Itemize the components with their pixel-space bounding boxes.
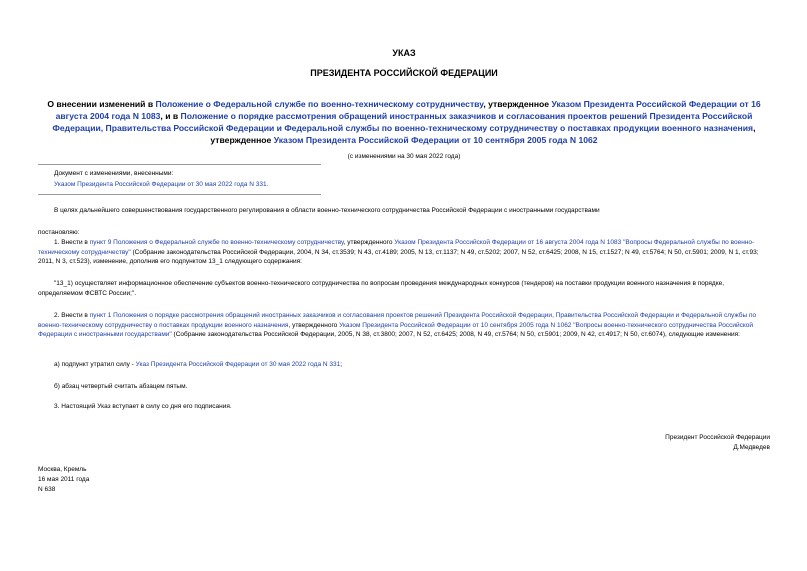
- document-type-heading: УКАЗ: [392, 48, 416, 58]
- title-text-4: , утвержденное: [210, 123, 756, 145]
- clause-2-text-c: (Собрание законодательства Российской Федерации, 2005, N 38, ст.3800; 2007, N 52, ст.6425; 2008, N 49, ст.5764; N 50, ст.5901; 2009, N 42, ст.4917; N 50, ст.6074), следующие изменения:: [171, 331, 740, 339]
- title-text-2: , утвержденное: [483, 99, 552, 109]
- title-text-1: О внесении изменений в: [47, 99, 156, 109]
- amendments-link-decree-331[interactable]: Указом Президента Российской Федерации от 30 мая 2022 года N 331.: [54, 181, 269, 188]
- title-link-procedure-regulation[interactable]: Положение о порядке рассмотрения обращений иностранных заказчиков и согласования проектов решений Президента Российской Федерации, Правительства Российской Федерации и Федеральной службы по военно-техническому сотрудничеству о поставках продукции военного назначения: [52, 111, 754, 133]
- preamble-paragraph: В целях дальнейшего совершенствования государственного регулирования в области военно-технического сотрудничества Российской Федерации с иностранными государствами: [54, 207, 600, 214]
- signatory-name: Д.Медведев: [733, 444, 770, 451]
- clause-1-text-b: , утвержденного: [343, 239, 395, 246]
- clause-3-paragraph: 3. Настоящий Указ вступает в силу со дня его подписания.: [54, 403, 232, 410]
- document-title: [38, 98, 770, 146]
- signing-place: Москва, Кремль: [38, 466, 87, 473]
- decree-number: N 638: [38, 486, 56, 493]
- divider-top: [38, 164, 321, 165]
- subclause-a-end: ;: [340, 361, 343, 368]
- subclause-13-1-paragraph: "13_1) осуществляет информационное обеспечение субъектов военно-технического сотрудничества по вопросам проведения международных конкурсов (тендеров) на поставки продукции военного назначения в порядке, определяемом ФСВТС России;".: [38, 280, 725, 297]
- clause-2-text-b: , утвержденного: [288, 321, 340, 329]
- divider-bottom: [38, 194, 321, 195]
- clause-2-link-point-1[interactable]: пункт 1 Положения о порядке рассмотрения обращений иностранных заказчиков и согласования проектов решений Президента Российской Федерации, Правительства Российской Федерации и Федеральной службы по военно-техническому сотрудничеству о поставках продукции военного назначения: [38, 312, 757, 329]
- clause-2-text-a: 2. Внести в: [54, 312, 90, 319]
- amendments-label: Документ с изменениями, внесенными:: [54, 170, 174, 177]
- clause-1-paragraph: [38, 238, 770, 267]
- clause-2-link-decree-1062[interactable]: Указом Президента Российской Федерации от 10 сентября 2005 года N 1062 "Вопросы военно-технического сотрудничества Российской Федерации с иностранными государствами": [38, 321, 754, 339]
- subclause-a-link-decree-331[interactable]: Указ Президента Российской Федерации от 30 мая 2022 года N 331: [135, 361, 341, 368]
- title-link-decree-1062[interactable]: Указом Президента Российской Федерации от 10 сентября 2005 года N 1062: [273, 135, 598, 145]
- clause-1-text-c: (Собрание законодательства Российской Федерации, 2004, N 34, ст.3539; N 43, ст.4189; 2005, N 13, ст.1137; N 49, ст.5202; 2007, N 52, ст.6425; 2008, N 15, ст.1527; N 49, ст.5764; N 50, ст.5901; 2009, N 1, ст.93; 2011, N 3, ст.523), изменение, дополнив его подпунктом 13_1 следующего содержания:: [38, 248, 759, 266]
- resolve-paragraph: постановляю:: [38, 229, 80, 236]
- subclause-b-paragraph: б) абзац четвертый считать абзацем пятым.: [54, 383, 188, 390]
- subclause-a-paragraph: [38, 360, 770, 370]
- clause-1-link-point-9[interactable]: пункт 9 Положения о Федеральной службе по военно-техническому сотрудничеству: [89, 239, 344, 246]
- clause-1-text-a: 1. Внести в: [54, 239, 90, 246]
- title-link-fsvts-regulation[interactable]: Положение о Федеральной службе по военно-техническому сотрудничеству: [155, 99, 484, 109]
- issuer-heading: ПРЕЗИДЕНТА РОССИЙСКОЙ ФЕДЕРАЦИИ: [310, 68, 498, 78]
- clause-1-link-decree-1083[interactable]: Указом Президента Российской Федерации от 16 августа 2004 года N 1083 "Вопросы Федеральной службы по военно-техническому сотрудничеству": [38, 239, 755, 256]
- signatory-position: Президент Российской Федерации: [665, 434, 770, 441]
- subclause-a-text: а) подпункт утратил силу -: [54, 361, 136, 368]
- title-link-decree-1083[interactable]: Указом Президента Российской Федерации от 16 августа 2004 года N 1083: [55, 99, 761, 121]
- title-text-3: , и в: [160, 111, 181, 121]
- clause-2-paragraph: [38, 311, 770, 340]
- signing-date: 16 мая 2011 года: [38, 476, 90, 483]
- changes-note: (с изменениями на 30 мая 2022 года): [347, 153, 461, 160]
